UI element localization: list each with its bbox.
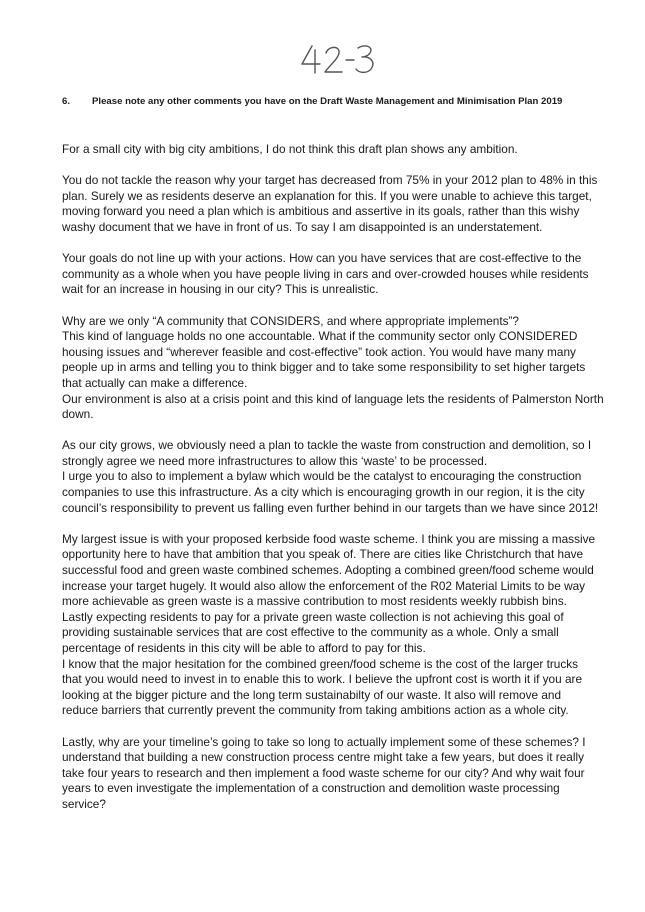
- text-line: As our city grows, we obviously need a plan to tackle the waste from construction and demolition, so I: [62, 438, 592, 453]
- question-text: Please note any other comments you have on the Draft Waste Management and Minimisation Plan 2019: [92, 96, 563, 107]
- text-line: reduce barriers that currently prevent the community from taking ambitions action as a whole city.: [62, 703, 569, 718]
- question-heading: [62, 96, 562, 107]
- text-line: My largest issue is with your proposed kerbside food waste scheme. I think you are missing a massive: [62, 531, 596, 546]
- text-line: opportunity here to have that ambition that you speak of. There are cities like Christchurch that have: [62, 547, 584, 562]
- text-line: strongly agree we need more infrastructures to allow this ‘waste’ to be processed.: [62, 453, 488, 468]
- text-line: moving forward you need a plan which is ambitious and assertive in its goals, rather than this wishy: [62, 204, 580, 219]
- text-line: plan. Surely we as residents deserve an explanation for this. If you were unable to achieve this target,: [62, 188, 592, 203]
- paragraph-goals-actions: [62, 251, 610, 298]
- text-line: companies to use this infrastructure. As a city which is encouraging growth in our region, it is the city: [62, 485, 585, 500]
- text-line: For a small city with big city ambitions, I do not think this draft plan shows any ambition.: [62, 142, 518, 156]
- handwritten-reference-number: [294, 40, 394, 80]
- text-line: I urge you to also to implement a bylaw which would be the catalyst to encouraging the construction: [62, 469, 582, 484]
- text-line: Lastly expecting residents to pay for a private green waste collection is not achieving this goal of: [62, 609, 564, 624]
- text-line: increase your target hugely. It would also allow the enforcement of the R02 Material Limits to be way: [62, 578, 586, 593]
- text-line: council’s responsibility to prevent us falling even further behind in our targets than we have since 2012!: [62, 500, 599, 515]
- paragraph-timelines: [62, 735, 610, 813]
- text-line: wait for an increase in housing in our city? This is unrealistic.: [62, 282, 379, 297]
- response-body: [62, 142, 610, 813]
- text-line: people up in arms and telling you to think bigger and to take some responsibility to set higher targets: [62, 360, 586, 375]
- text-line: looking at the bigger picture and the long term sustainabilty of our waste. It also will remove and: [62, 687, 562, 702]
- text-line: community as a whole when you have people living in cars and over-crowded houses while residents: [62, 266, 589, 281]
- text-line: This kind of language holds no one accountable. What if the community sector only CONSIDERED: [62, 329, 578, 344]
- text-line: Your goals do not line up with your actions. How can you have services that are cost-effective to the: [62, 251, 582, 266]
- paragraph-food-waste-scheme: [62, 532, 610, 719]
- text-line: down.: [62, 407, 94, 422]
- text-line: service?: [62, 796, 106, 811]
- text-line: housing issues and “wherever feasible and cost-effective” took action. You would have many many: [62, 344, 576, 359]
- text-line: successful food and green waste combined schemes. Adopting a combined green/food scheme would: [62, 563, 594, 578]
- text-line: Our environment is also at a crisis point and this kind of language lets the residents of Palmerston North: [62, 391, 604, 406]
- text-line: Lastly, why are your timeline’s going to take so long to actually implement some of these schemes? I: [62, 734, 586, 749]
- text-line: providing sustainable services that are cost effective to the community as a whole. Only a small: [62, 625, 559, 640]
- text-line: that actually can make a difference.: [62, 375, 248, 390]
- text-line: understand that building a new construction process centre might take a few years, but does it really: [62, 750, 584, 765]
- paragraph-considers-language: [62, 314, 610, 423]
- text-line: more achievable as green waste is a massive contribution to most residents weekly rubbish bins.: [62, 594, 567, 609]
- text-line: I know that the major hesitation for the combined green/food scheme is the cost of the larger trucks: [62, 656, 579, 671]
- text-line: that you would need to invest in to enable this to work. I believe the upfront cost is worth it if you are: [62, 672, 583, 687]
- text-line: years to even investigate the implementation of a construction and demolition waste processing: [62, 781, 560, 796]
- text-line: Why are we only “A community that CONSIDERS, and where appropriate implements”?: [62, 313, 519, 328]
- text-line: take four years to research and then implement a food waste scheme for our city? And why wait four: [62, 765, 585, 780]
- text-line: percentage of residents in this city will be able to afford to pay for this.: [62, 641, 426, 655]
- paragraph-construction-waste: [62, 438, 610, 516]
- paragraph-target-decrease: [62, 173, 610, 235]
- text-line: You do not tackle the reason why your target has decreased from 75% in your 2012 plan to 48% in this: [62, 173, 598, 188]
- question-number: 6.: [62, 96, 71, 107]
- text-line: washy document that we have in front of us. To say I am disappointed is an understatement.: [62, 219, 543, 234]
- paragraph-ambition: [62, 142, 610, 158]
